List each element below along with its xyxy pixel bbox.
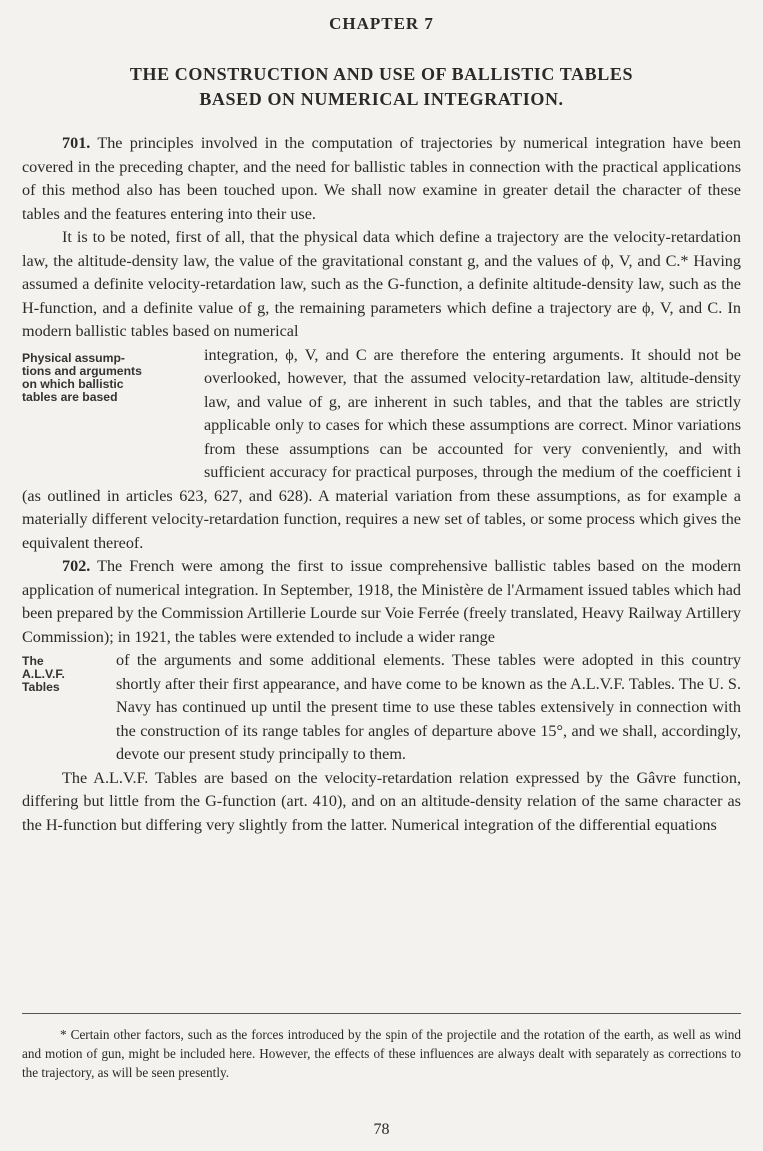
paragraph-702 xyxy=(22,555,741,649)
paragraph-gavre xyxy=(22,767,741,838)
margin-note-line: on which ballistic xyxy=(22,376,124,391)
margin-note-line: Tables xyxy=(22,680,60,694)
chapter-title xyxy=(0,62,763,112)
margin-note-line: tables are based xyxy=(22,389,118,404)
margin-note-physical-assumptions xyxy=(22,352,192,472)
paragraph-702-text-a: The French were among the first to issue comprehensive ballistic tables based on the modern application of numerical integration. In September, 1918, the Ministère de l'Armament issued tables which had been prepared by the Commission Artillerie Lourde sur Voie Ferrée (freely translated, Heavy Railway Artillery Commission); in 1921, the tables were extended to include a wider range xyxy=(22,557,741,646)
paragraph-701 xyxy=(22,132,741,226)
paragraph-physical-data-text-a: It is to be noted, first of all, that the physical data which define a trajectory are the velocity-retardation law, the altitude-density law, the value of the gravitational constant g, and the values of ϕ, V, and C.* Having assumed a definite velocity-retardation law, such as the G-function, a definite altitude-density law, such as the H-function, and a definite value of g, the remaining parameters which define a trajectory are ϕ, V, and C. In modern ballistic tables based on numerical xyxy=(22,228,741,340)
margin-note-line: The xyxy=(22,654,44,668)
margin-note-line: Physical assump- xyxy=(22,350,125,365)
paragraph-physical-data-text-b: integration, ϕ, V, and C are therefore the entering arguments. It should not be overlooked, however, that the assumed velocity-retardation law, altitude-density law, and value of g, are inherent in such tables, and that the tables are strictly applicable only to cases for which these assumptions are correct. Minor variations from these assumptions can be accounted for very conveniently, and with sufficient accuracy for practical purposes, through the medium of the coefficient i (as outlined in articles 623, 627, and 628). A material variation from these assumptions, as for example a materially different velocity-retardation function, requires a new set of tables, or some process which gives the equivalent thereof. xyxy=(22,345,741,552)
footnote-divider xyxy=(22,1013,741,1014)
chapter-title-line-2: BASED ON NUMERICAL INTEGRATION. xyxy=(199,89,564,109)
paragraph-physical-data xyxy=(22,226,741,344)
footnote: * Certain other factors, such as the forces introduced by the spin of the projectile and the rotation of the earth, as well as wind and motion of gun, might be included here. However, the effects of these influences are always dealt with separately as corrections to the trajectory, as will be seen presently. xyxy=(22,1027,741,1080)
margin-note-line: A.L.V.F. xyxy=(22,667,65,681)
paragraph-physical-data-cont xyxy=(22,344,741,556)
article-number-702: 702. xyxy=(62,557,91,575)
chapter-heading: CHAPTER 7 xyxy=(329,14,434,33)
body-text xyxy=(22,132,741,837)
paragraph-gavre-text: The A.L.V.F. Tables are based on the velocity-retardation relation expressed by the Gâvre function, differing but little from the G-function (art. 410), and on an altitude-density relation of the same character as the H-function but differing very slightly from the latter. Numerical integration of the differential equations xyxy=(22,768,741,834)
margin-note-alvf-tables xyxy=(22,655,108,765)
margin-note-line: tions and arguments xyxy=(22,363,142,378)
page-number: 78 xyxy=(373,1121,390,1138)
paragraph-702-text-b: of the arguments and some additional elements. These tables were adopted in this country shortly after their first appearance, and have come to be known as the A.L.V.F. Tables. The U. S. Navy has continued up until the present time to use these tables extensively in connection with the construction of its range tables for angles of departure above 15°, and we shall, accordingly, devote our present study principally to them. xyxy=(116,651,741,763)
chapter-title-line-1: THE CONSTRUCTION AND USE OF BALLISTIC TABLES xyxy=(129,64,634,84)
paragraph-702-cont xyxy=(22,649,741,767)
paragraph-701-text: The principles involved in the computation of trajectories by numerical integration have been covered in the preceding chapter, and the need for ballistic tables in connection with the practical applications of this method also has been touched upon. We shall now examine in greater detail the character of these tables and the features entering into their use. xyxy=(22,134,741,223)
article-number-701: 701. xyxy=(62,134,91,152)
